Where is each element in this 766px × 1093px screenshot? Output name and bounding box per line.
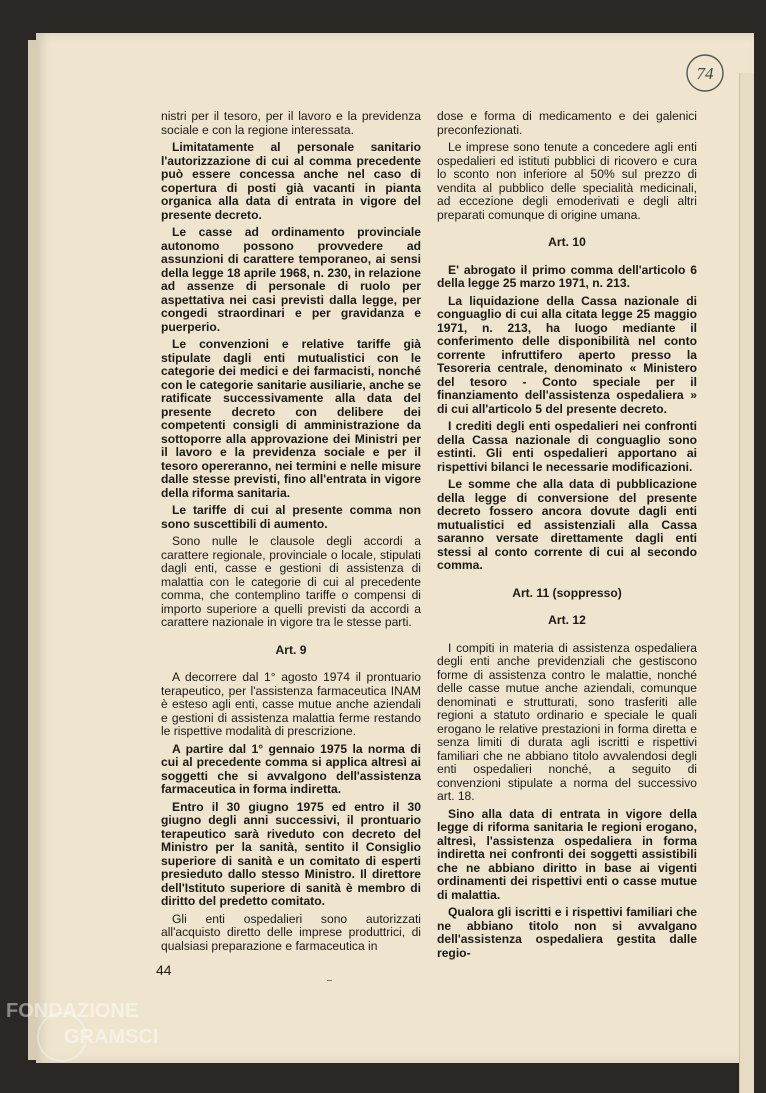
left-column <box>161 110 421 957</box>
paragraph: E' abrogato il primo comma dell'articolo 6 della legge 25 marzo 1971, n. 213. <box>437 262 697 290</box>
article-heading: Art. 11 (soppresso) <box>512 585 622 600</box>
paragraph: La liquidazione della Cassa nazionale di conguaglio di cui alla citata legge 25 maggio 1971, n. 213, ha luogo mediante il conferimento delle disponibilità nel conto corrente infruttifero aperto presso la Tesoreria centrale, denominato « Ministero del tesoro - Conto speciale per il finanziamento dell'assistenza ospedaliera » di cui all'articolo 5 del presente decreto. <box>437 293 697 416</box>
page-number: 44 <box>156 962 172 978</box>
article-heading: Art. 9 <box>275 642 307 657</box>
paragraph: Limitatamente al personale sanitario l'autorizzazione di cui al comma precedente può essere concessa anche nel caso di copertura di posti già vacanti in pianta organica alla data di entrata in vigore del presente decreto. <box>161 140 421 222</box>
article-heading: Art. 12 <box>548 613 586 627</box>
watermark-line2: GRAMSCI <box>64 1026 159 1048</box>
paragraph: A partire dal 1° gennaio 1975 la norma di cui al precedente comma si applica altresì ai soggetti che si avvalgono dell'assistenza farmaceutica in forma indiretta. <box>161 741 421 796</box>
paragraph: nistri per il tesoro, per il lavoro e la previdenza sociale e con la regione interessata. <box>161 109 421 137</box>
paragraph: Le somme che alla data di pubblicazione della legge di conversione del presente decreto fossero ancora dovute dagli enti mutualistici ed assistenziali alla Cassa saranno versate direttamente dagli enti stessi al conto corrente di cui al secondo comma. <box>437 477 697 572</box>
divider <box>327 980 332 981</box>
paragraph: Sino alla data di entrata in vigore della legge di riforma sanitaria le regioni erogano, altresì, l'assistenza ospedaliera in forma indiretta nei confronti dei soggetti assistibili che ne abbiano diritto in base ai vigenti ordinamenti dei rispettivi enti o casse mutue di malattia. <box>437 806 697 902</box>
paragraph: Entro il 30 giugno 1975 ed entro il 30 giugno degli anni successivi, il prontuario terapeutico sarà riveduto con decreto del Ministro per la sanità, sentito il Consiglio superiore di sanità e un comitato di esperti presieduto dallo stesso Ministro. Il direttore dell'Istituto superiore di sanità è membro di diritto del predetto comitato. <box>161 799 421 908</box>
stamp-number: 74 <box>696 64 714 83</box>
paragraph: Gli enti ospedalieri sono autorizzati all'acquisto diretto delle imprese produttrici, di qualsiasi preparazione e farmaceutica in <box>161 911 421 953</box>
paragraph: A decorrere dal 1° agosto 1974 il prontuario terapeutico, per l'assistenza farmaceutica INAM è esteso agli enti, casse mutue anche aziendali e gestioni di assistenza malattia ferme restando le rispettive modalità di prescrizione. <box>161 670 421 738</box>
watermark-logo <box>4 995 204 1075</box>
paragraph: Le convenzioni e relative tariffe già stipulate dagli enti mutualistici con le categorie dei medici e dei farmacisti, nonché con le categorie sanitarie ausiliarie, anche se ratificate successivamente alla data del presente decreto con delibere dei competenti consigli di amministrazione da sottoporre alla approvazione dei Ministri per il lavoro e la previdenza sociale e per il tesoro opereranno, nei termini e nelle misure dalle stesse previsti, fino all'entrata in vigore della riforma sanitaria. <box>161 337 421 500</box>
paragraph: Sono nulle le clausole degli accordi a carattere regionale, provinciale o locale, stipulati dagli enti, casse e gestioni di assistenza di malattia con le categorie di cui al precedente comma, che contemplino tariffe o compensi di importo superiore a quelli previsti da accordi a carattere nazionale in vigore tra le stesse parti. <box>161 534 421 629</box>
right-column <box>437 110 697 964</box>
paragraph: Qualora gli iscritti e i rispettivi familiari che ne abbiano titolo non si avvalgano dell'assistenza ospedaliera gestita dalle regio- <box>437 905 697 960</box>
paragraph: Le imprese sono tenute a concedere agli enti ospedalieri ed istituti pubblici di ricovero e cura lo sconto non inferiore al 50% sul prezzo di vendita al pubblico delle specialità medicinali, ad eccezione degli emoderivati e degli altri preparati comunque di origine umana. <box>437 140 697 222</box>
article-heading: Art. 10 <box>548 235 586 249</box>
paragraph: dose e forma di medicamento e dei galenici preconfezionati. <box>437 109 697 137</box>
archive-stamp <box>685 53 725 93</box>
paragraph: I compiti in materia di assistenza ospedaliera degli enti anche previdenziali che gestiscono forme di assistenza contro le malattie, nonché delle casse mutue anche aziendali, comunque denominati e strutturati, sono trasferiti alle regioni a statuto ordinario e speciale le quali erogano le relative prestazioni in forma diretta e senza limiti di durata agli iscritti e rispettivi familiari che ne abbiano titolo avvalendosi degli enti ospedalieri nonché, a seguito di convenzioni stipulate a norma del successivo art. 18. <box>437 640 697 803</box>
page-edge-right <box>739 73 754 1093</box>
watermark-line1: FONDAZIONE <box>6 1000 139 1022</box>
paragraph: Le casse ad ordinamento provinciale autonomo possono provvedere ad assunzioni di carattere temporaneo, ai sensi della legge 18 aprile 1968, n. 230, in relazione ad assenze di personale di ruolo per aspettativa nei casi previsti dalla legge, per congedi straordinari e per gravidanza e puerperio. <box>161 225 421 334</box>
paragraph: I crediti degli enti ospedalieri nei confronti della Cassa nazionale di conguaglio sono estinti. Gli enti ospedalieri apportano ai rispettivi bilanci le necessarie modificazioni. <box>437 419 697 474</box>
paragraph: Le tariffe di cui al presente comma non sono suscettibili di aumento. <box>161 503 421 531</box>
